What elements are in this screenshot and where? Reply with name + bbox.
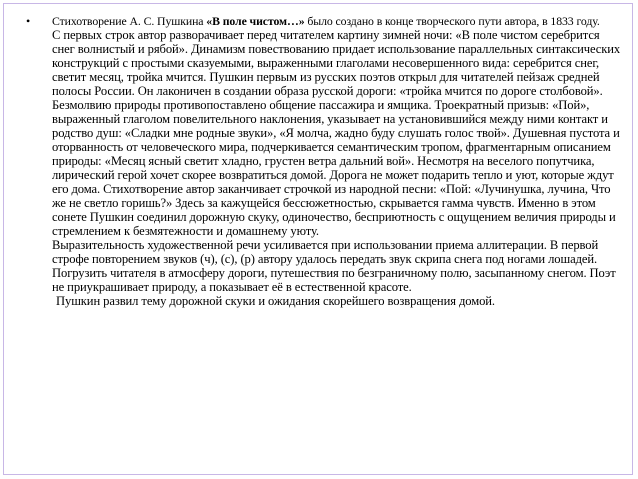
paragraph-conclusion: Пушкин развил тему дорожной скуки и ожидания скорейшего возвращения домой.: [56, 294, 495, 308]
poem-title: «В поле чистом…»: [206, 14, 305, 28]
paragraph-analysis: С первых строк автор разворачивает перед читателем картину зимней ночи: «В поле чистом серебрится снег волнистый и рябой». Динамизм повествованию придает использование параллельных синтаксических конструкций с простыми сказуемыми, выраженными глаголами несовершенного вида: серебрится снег, светит месяц, тройка мчится. Пушкин первым из русских поэтов открыл для читателей пейзаж средней полосы России. Он лаконичен в создании образа русской дороги: «тройка мчится по дороге столбовой». Безмолвию природы противопоставлено общение пассажира и ямщика. Троекратный призыв: «Пой», выраженный глаголом повелительного наклонения, указывает на установившийся между ними контакт и родство душ: «Сладки мне родные звуки», «Я молча, жадно буду слушать голос твой». Душевная пустота и оторванность от человеческого мира, подчеркивается семантическим тропом, фрагментарным описанием природы: «Месяц ясный светит хладно, грустен ветра дальний вой». Несмотря на веселого попутчика, лирический герой хочет скорее возвратиться домой. Дорога не может подарить тепло и уют, которые ждут его дома. Стихотворение автор заканчивает строчкой из народной песни: «Пой: «Лучинушка, лучина, Что же не светло горишь?» Здесь за кажущейся бессюжетностью, скрывается гамма чувств. Именно в этом сонете Пушкин соединил дорожную скуку, одиночество, бесприютность с ощущением величия природы и стремлением к безмятежности и домашнему уюту.: [52, 28, 621, 238]
paragraph-alliteration: Выразительность художественной речи усиливается при использовании приема аллитерации. В первой строфе повторением звуков (ч), (с), (р) автору удалось передать звук скрипа снега под ногами лошадей. Погрузить читателя в атмосферу дороги, путешествия по безграничному полю, засыпанному снегом. Поэт не приукрашивает природу, а показывает её в естественной красоте.: [52, 238, 616, 294]
essay-text: [52, 14, 623, 308]
intro-paragraph: [52, 14, 623, 28]
intro-suffix: было создано в конце творческого пути автора, в 1833 году.: [304, 14, 600, 28]
slide-content: [26, 14, 623, 308]
bullet-marker: •: [26, 14, 31, 28]
intro-prefix: Стихотворение А. С. Пушкина: [52, 14, 207, 28]
slide-frame: [3, 3, 633, 475]
